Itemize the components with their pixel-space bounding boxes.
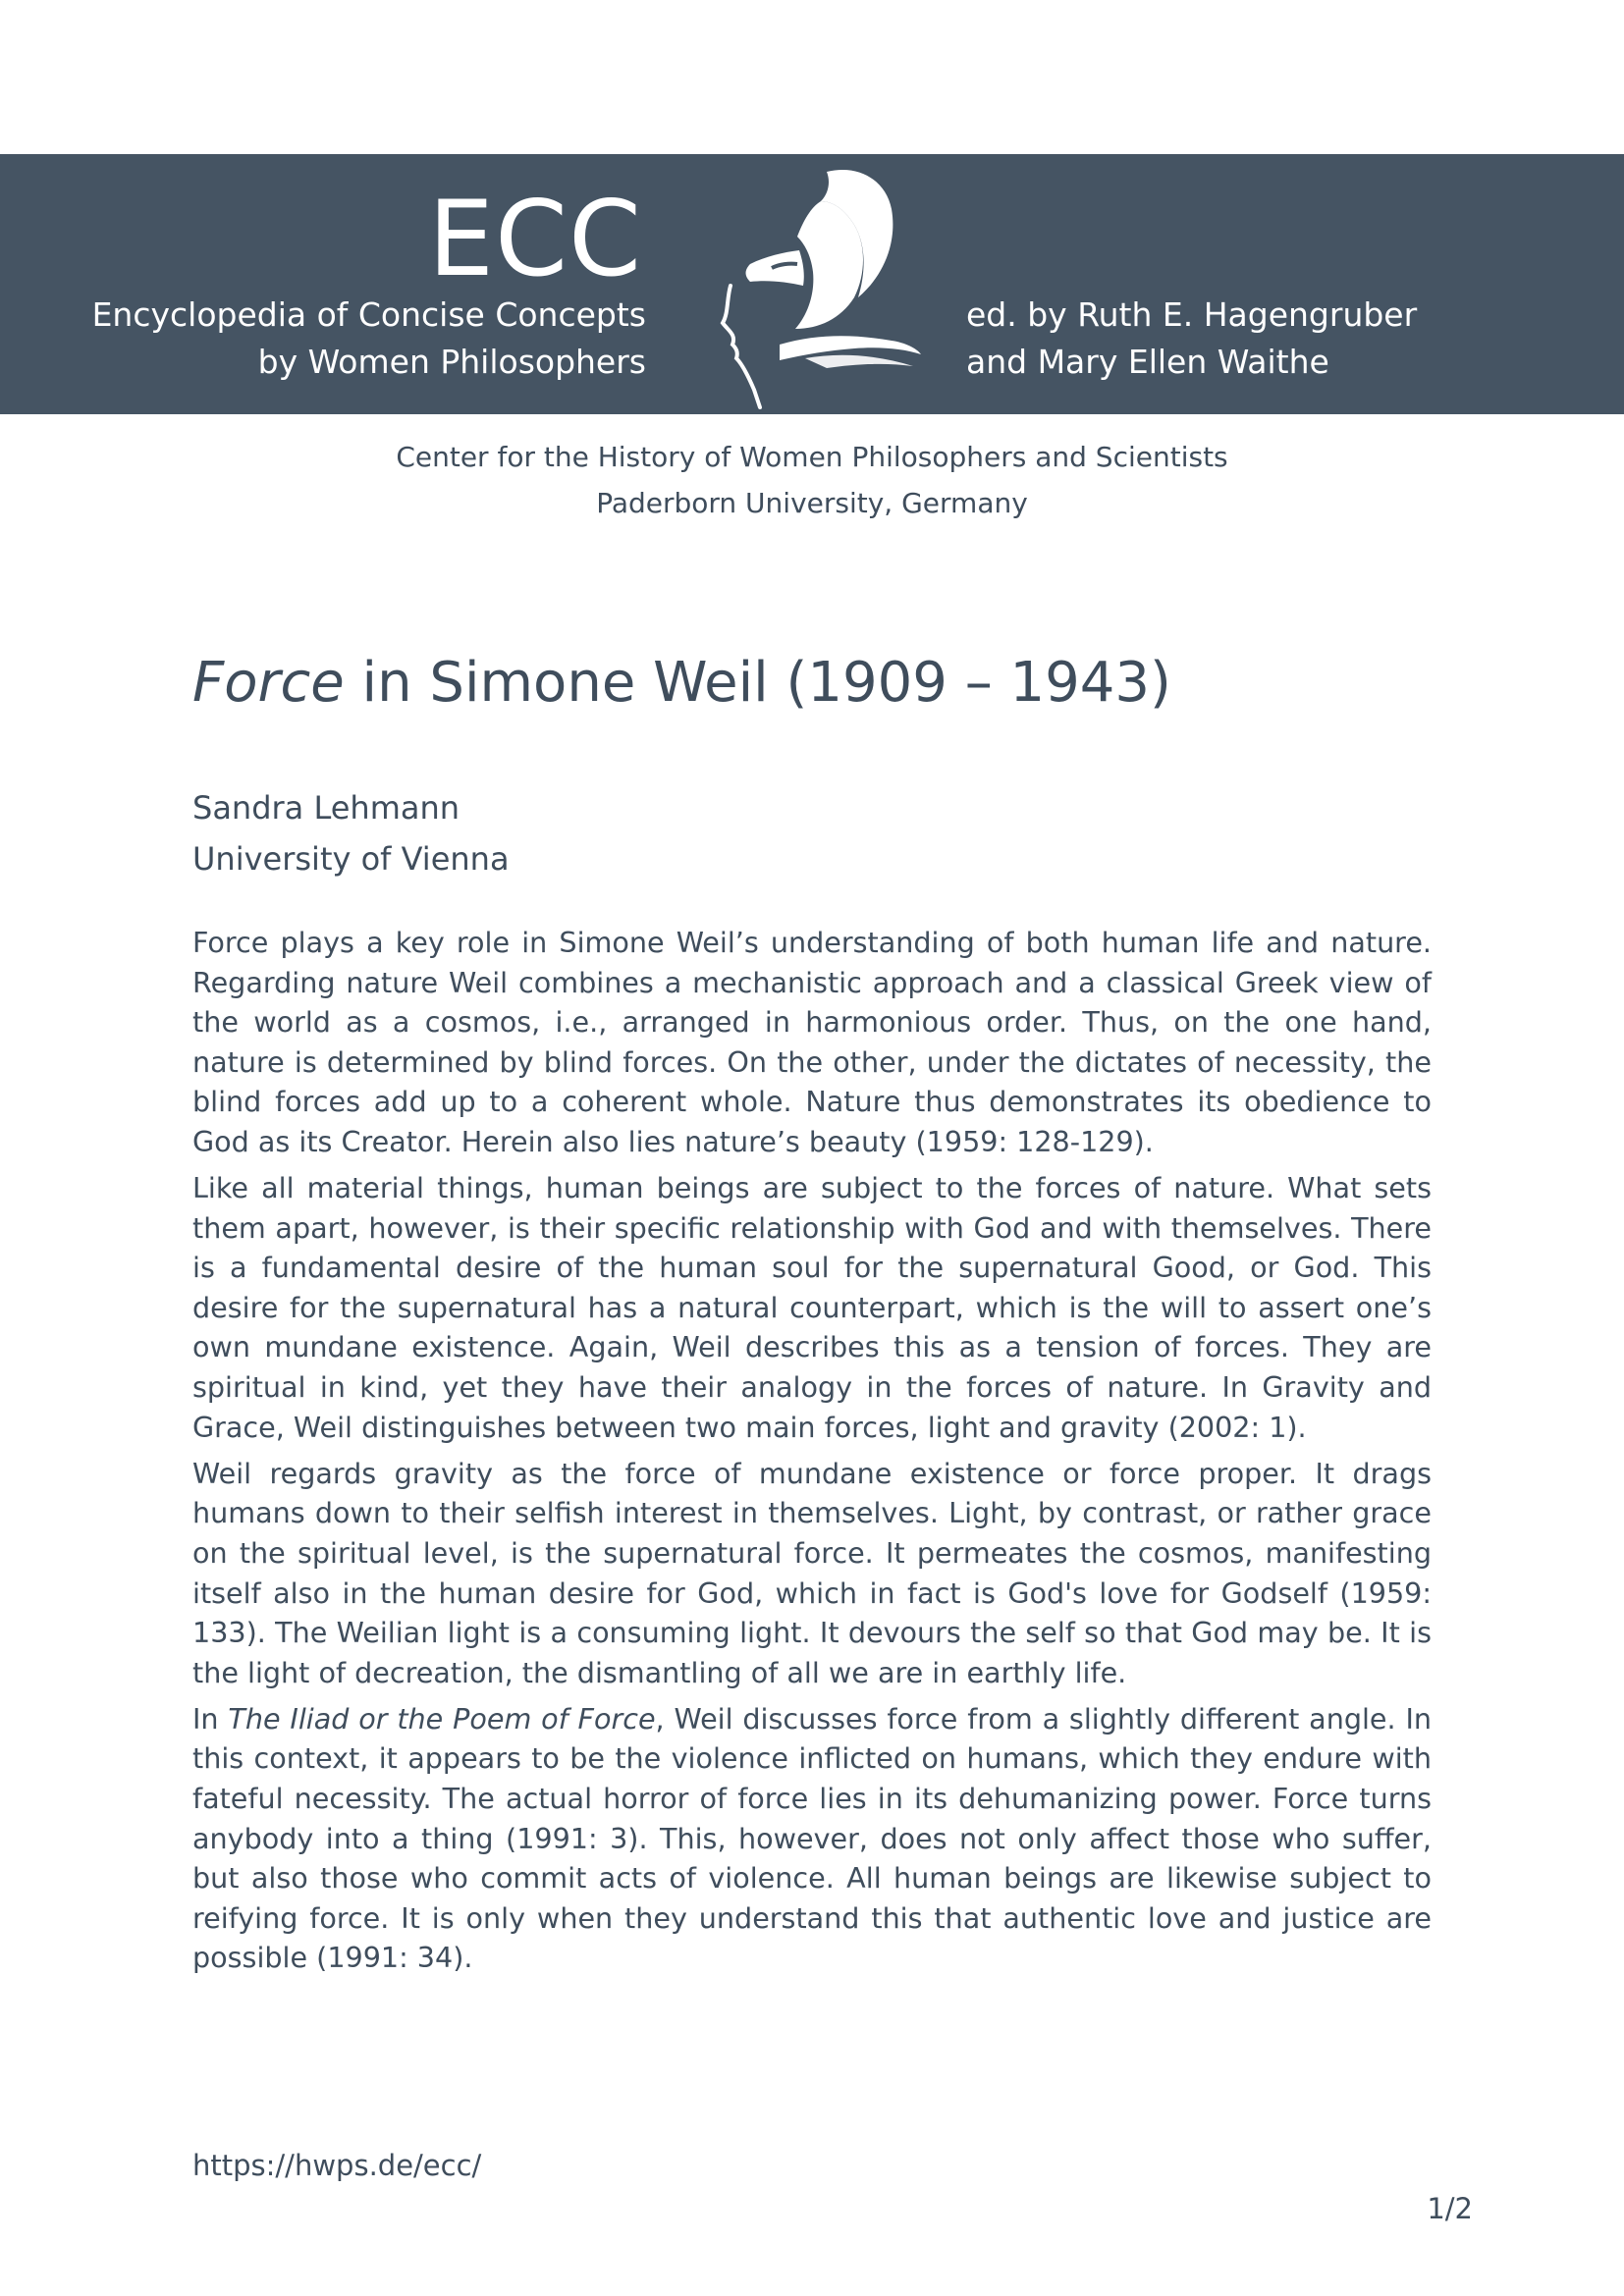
- body-paragraph-4-prefix: In: [192, 1701, 229, 1735]
- article-title-rest: in Simone Weil (1909 – 1943): [344, 651, 1171, 715]
- editors-line2: and Mary Ellen Waithe: [966, 343, 1329, 381]
- institution-line1: Center for the History of Women Philosophers and Scientists: [396, 441, 1228, 473]
- encyclopedia-subtitle-line2: by Women Philosophers: [257, 343, 646, 381]
- author-affiliation: University of Vienna: [192, 840, 510, 878]
- body-paragraph-4: [192, 1699, 1432, 1978]
- author-block: [192, 782, 1432, 884]
- editors-line1: ed. by Ruth E. Hagengruber: [966, 295, 1418, 334]
- footer-url[interactable]: https://hwps.de/ecc/: [192, 2149, 482, 2182]
- encyclopedia-subtitle-line1: Encyclopedia of Concise Concepts: [91, 295, 646, 334]
- ecc-acronym: ECC: [427, 179, 642, 299]
- institution-line2: Paderborn University, Germany: [596, 487, 1028, 519]
- article-body: [192, 923, 1432, 1984]
- iliad-title: The Iliad or the Poem of Force: [228, 1701, 656, 1735]
- editors: [966, 292, 1417, 386]
- body-paragraph-4-rest: , Weil discusses force from a slightly different angle. In this context, it appears to be the violence inflicted on humans, which they endure with fateful necessity. The actual horror of force lies in its dehumanizing power. Force turns anybody into a thing (1991: 3). This, however, does not only affect those who suffer, but also those who commit acts of violence. All human beings are likewise subject to reifying force. It is only when they understand this that authentic love and justice are possible (1991: 34).: [192, 1701, 1432, 1975]
- article-title-italic: Force: [192, 651, 345, 715]
- article-title: [192, 648, 1432, 719]
- body-paragraph-2: Like all material things, human beings are subject to the forces of nature. What sets them apart, however, is their specific relationship with God and with themselves. There is a fundamental desire of the human soul for the supernatural Good, or God. This desire for the supernatural has a natural counterpart, which is the will to assert one’s own mundane existence. Again, Weil describes this as a tension of forces. They are spiritual in kind, yet they have their analogy in the forces of nature. In Gravity and Grace, Weil distinguishes between two main forces, light and gravity (2002: 1).: [192, 1171, 1432, 1444]
- body-paragraph-3: Weil regards gravity as the force of mundane existence or force proper. It drags humans down to their selfish interest in themselves. Light, by contrast, or rather grace on the spiritual level, is the supernatural force. It permeates the cosmos, manifesting itself also in the human desire for God, which in fact is God's love for Godself (1959: 133). The Weilian light is a consuming light. It devours the self so that God may be. It is the light of decreation, the dismantling of all we are in earthly life.: [192, 1456, 1432, 1689]
- page-number: 1/2: [1427, 2192, 1473, 2225]
- encyclopedia-subtitle: [92, 292, 646, 386]
- author-name: Sandra Lehmann: [192, 789, 460, 827]
- body-paragraph-1: Force plays a key role in Simone Weil’s understanding of both human life and nature. Regarding nature Weil combines a mechanistic approach and a classical Greek view of the world as a cosmos, i.e., arranged in harmonious order. Thus, on the one hand, nature is determined by blind forces. On the other, under the dictates of necessity, the blind forces add up to a coherent whole. Nature thus demonstrates its obedience to God as its Creator. Herein also lies nature’s beauty (1959: 128-129).: [192, 926, 1432, 1158]
- institution-info: [0, 434, 1624, 526]
- header-banner: [0, 154, 1624, 414]
- athena-helmet-profile-icon: [711, 166, 927, 411]
